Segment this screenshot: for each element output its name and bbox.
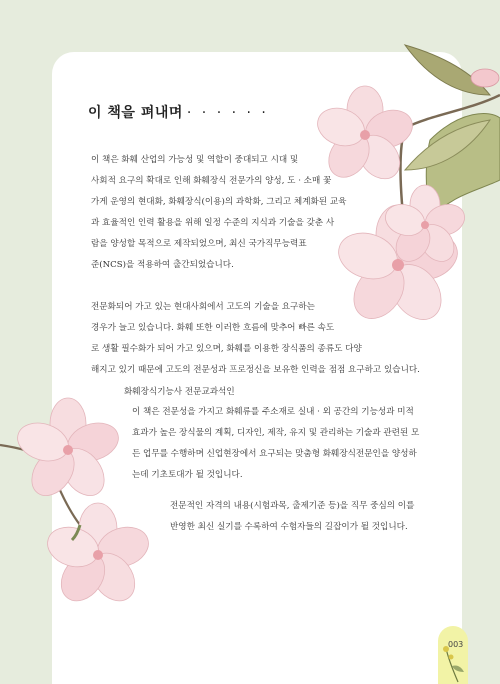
- text-line: 전문화되어 가고 있는 현대사회에서 고도의 기술을 요구하는: [91, 302, 315, 312]
- page-title: 이 책을 펴내며 · · · · · ·: [88, 105, 269, 121]
- text-line: 로 생활 필수화가 되어 가고 있으며, 화훼를 이용한 장식품의 종류도 다양: [91, 344, 362, 354]
- text-line: 반영한 최신 실기를 수록하여 수험자들의 길잡이가 될 것입니다.: [170, 522, 408, 532]
- paragraph-purpose: [132, 402, 419, 486]
- text-line: 이 책은 전문성을 가지고 화훼류를 주소재로 실내 · 외 공간의 기능성과 미적: [132, 407, 414, 417]
- flower-sprig-icon: [438, 644, 468, 684]
- paragraph-closing: [170, 496, 414, 538]
- text-line: 효과가 높은 장식물의 계획, 디자인, 제작, 유지 및 관리하는 기술과 관련된 모: [132, 428, 420, 438]
- text-line: 해지고 있기 때문에 고도의 전문성과 프로정신을 보유한 인력을 점점 요구하고 있습니다.: [91, 365, 420, 375]
- text-line: 사회적 요구의 확대로 인해 화훼장식 전문가의 양성, 도 · 소매 꽃: [91, 176, 332, 186]
- page-number: 003: [448, 640, 464, 649]
- section-label: 화훼장식기능사 전문교과석인: [124, 387, 235, 397]
- text-line: 준(NCS)을 적용하여 출간되었습니다.: [91, 260, 234, 270]
- text-line: 이 책은 화훼 산업의 가능성 및 역할이 중대되고 시대 및: [91, 155, 299, 165]
- text-line: 는데 기초토대가 될 것입니다.: [132, 470, 243, 480]
- paragraph-intro: [91, 150, 346, 276]
- text-line: 가게 운영의 현대화, 화훼장식(이용)의 과학화, 그리고 체계화된 교육: [91, 197, 347, 207]
- title-dots: · · · · · ·: [186, 105, 269, 121]
- paragraph-modern-society: [91, 297, 420, 381]
- text-line: 든 업무를 수행하며 신업현장에서 요구되는 맞춤형 화훼장식전문인을 양성하: [132, 449, 417, 459]
- text-line: 과 효율적인 인력 활용을 위해 일정 수준의 지식과 기술을 갖춘 사: [91, 218, 335, 228]
- text-line: 람을 양성할 목적으로 제작되었으며, 최신 국가직무능력표: [91, 239, 307, 249]
- text-line: 경우가 늘고 있습니다. 화훼 또한 이러한 흐름에 맞추어 빠른 속도: [91, 323, 335, 333]
- text-line: 전문적인 자격의 내용(시험과목, 출제기준 등)을 직무 중심의 이를: [170, 501, 415, 511]
